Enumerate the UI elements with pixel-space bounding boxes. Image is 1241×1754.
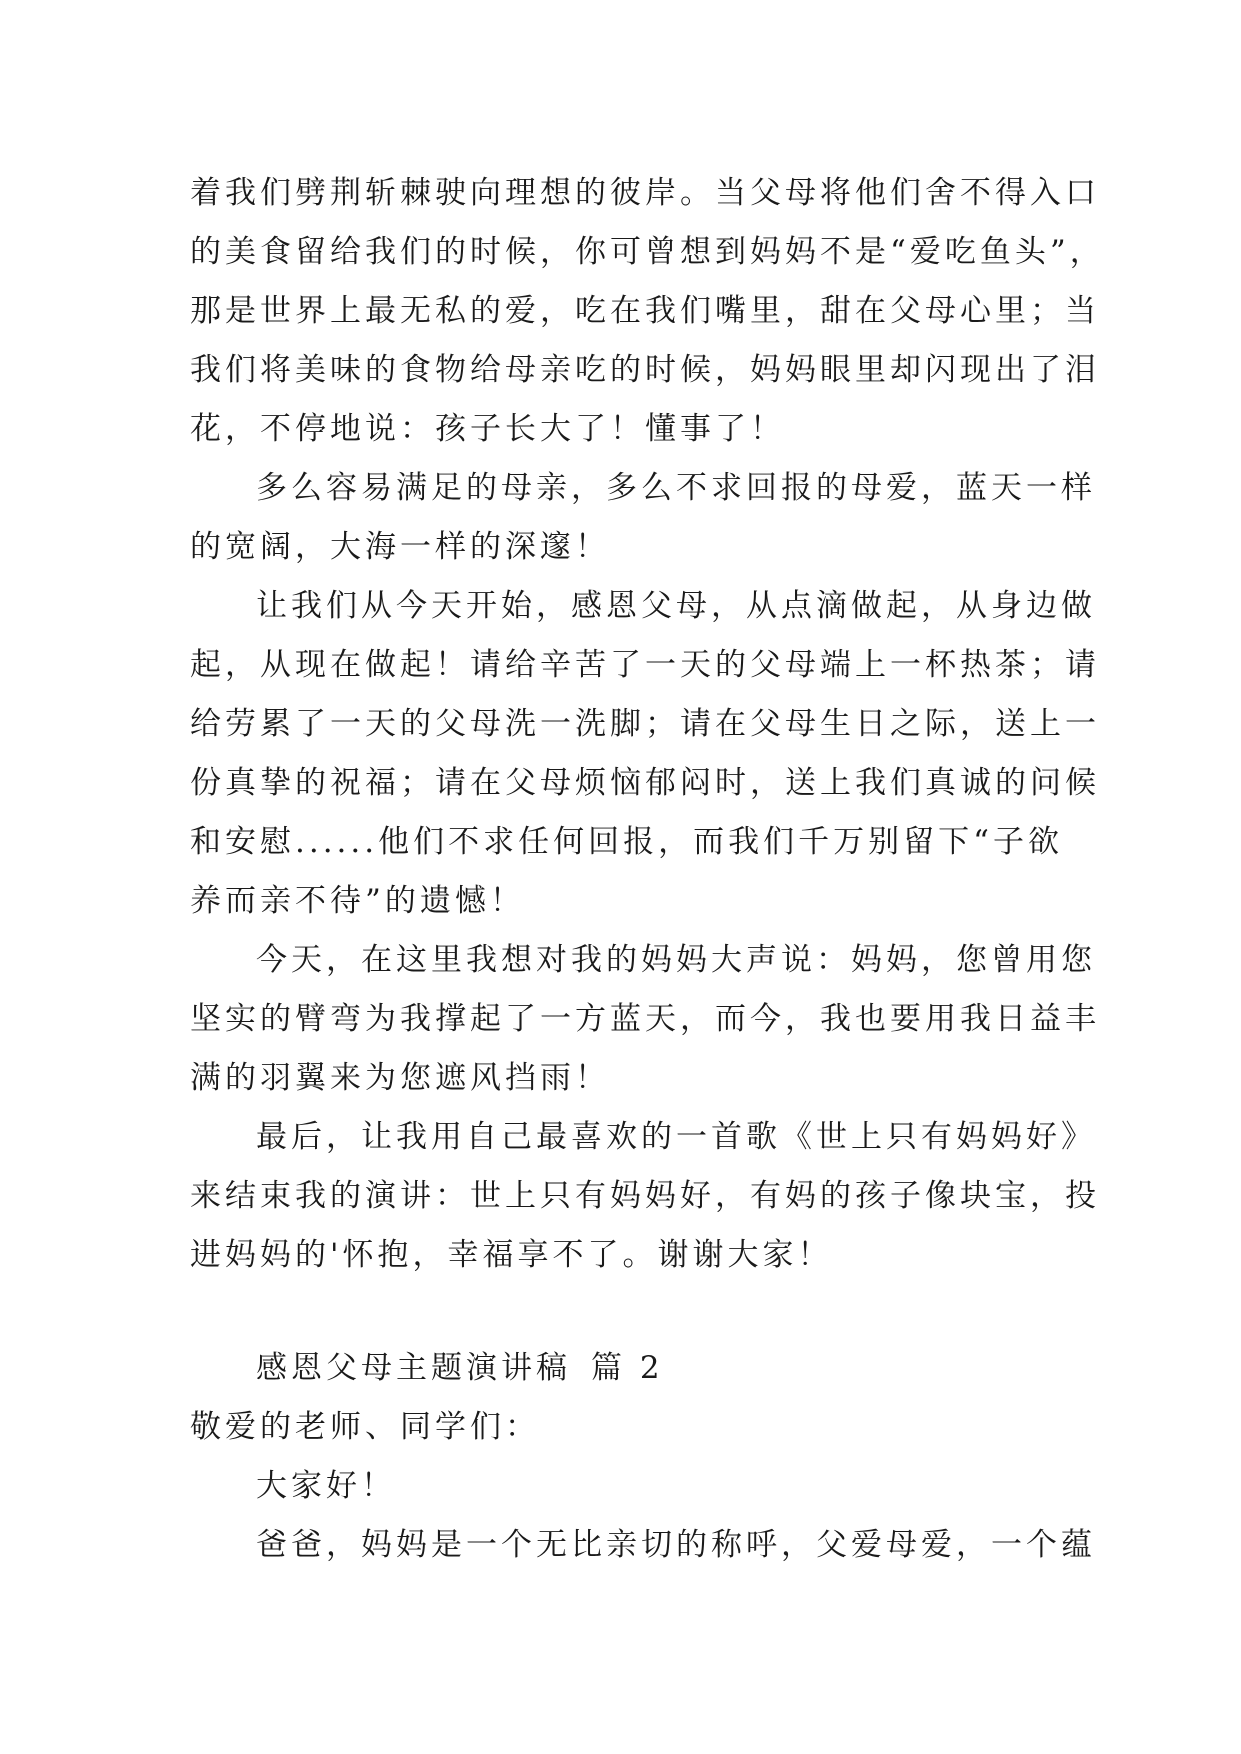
text-line: 今天，在这里我想对我的妈妈大声说：妈妈，您曾用您 — [256, 942, 1096, 978]
paragraph — [190, 577, 1100, 931]
document-body — [190, 164, 1105, 1575]
text-line: 多么容易满足的母亲，多么不求回报的母爱，蓝天一样 — [256, 470, 1096, 506]
text-line: 坚实的臂弯为我撑起了一方蓝天，而今，我也要用我日益丰 — [190, 1001, 1100, 1037]
salutation: 敬爱的老师、同学们： — [190, 1409, 540, 1445]
text-line: 的美食留给我们的时候，你可曾想到妈妈不是“爱吃鱼头”， — [190, 234, 1105, 270]
text-line: 来结束我的演讲：世上只有妈妈好，有妈的孩子像块宝，投 — [190, 1178, 1100, 1214]
section-spacer — [190, 1285, 1050, 1337]
greeting: 大家好！ — [256, 1468, 396, 1504]
section-title: 感恩父母主题演讲稿 — [256, 1350, 571, 1386]
paragraph — [190, 931, 1100, 1108]
section-heading — [190, 1339, 1050, 1398]
text-line: 着我们劈荆斩棘驶向理想的彼岸。当父母将他们舍不得入口 — [190, 175, 1100, 211]
text-line: 花，不停地说：孩子长大了！懂事了！ — [190, 411, 785, 447]
text-line: 那是世界上最无私的爱，吃在我们嘴里，甜在父母心里；当 — [190, 293, 1100, 329]
text-line: 进妈妈的'怀抱，幸福享不了。谢谢大家！ — [190, 1237, 833, 1273]
text-line: 和安慰......他们不求任何回报，而我们千万别留下“子欲 — [190, 824, 1063, 860]
text-line: 养而亲不待”的遗憾！ — [190, 883, 525, 919]
text-line: 我们将美味的食物给母亲吃的时候，妈妈眼里却闪现出了泪 — [190, 352, 1100, 388]
section-number: 篇 2 — [591, 1350, 664, 1386]
text-line: 份真挚的祝福；请在父母烦恼郁闷时，送上我们真诚的问候 — [190, 765, 1100, 801]
paragraph — [190, 164, 1105, 459]
text-line: 给劳累了一天的父母洗一洗脚；请在父母生日之际，送上一 — [190, 706, 1100, 742]
text-line: 的宽阔，大海一样的深邃！ — [190, 529, 610, 565]
paragraph — [190, 459, 1096, 577]
text-line: 让我们从今天开始，感恩父母，从点滴做起，从身边做 — [256, 588, 1096, 624]
text-line: 满的羽翼来为您遮风挡雨！ — [190, 1060, 610, 1096]
text-line: 爸爸，妈妈是一个无比亲切的称呼，父爱母爱，一个蕴 — [256, 1527, 1096, 1563]
text-line: 起，从现在做起！请给辛苦了一天的父母端上一杯热茶；请 — [190, 647, 1100, 683]
paragraph — [190, 1108, 1100, 1285]
text-line: 最后，让我用自己最喜欢的一首歌《世上只有妈妈好》 — [256, 1119, 1096, 1155]
